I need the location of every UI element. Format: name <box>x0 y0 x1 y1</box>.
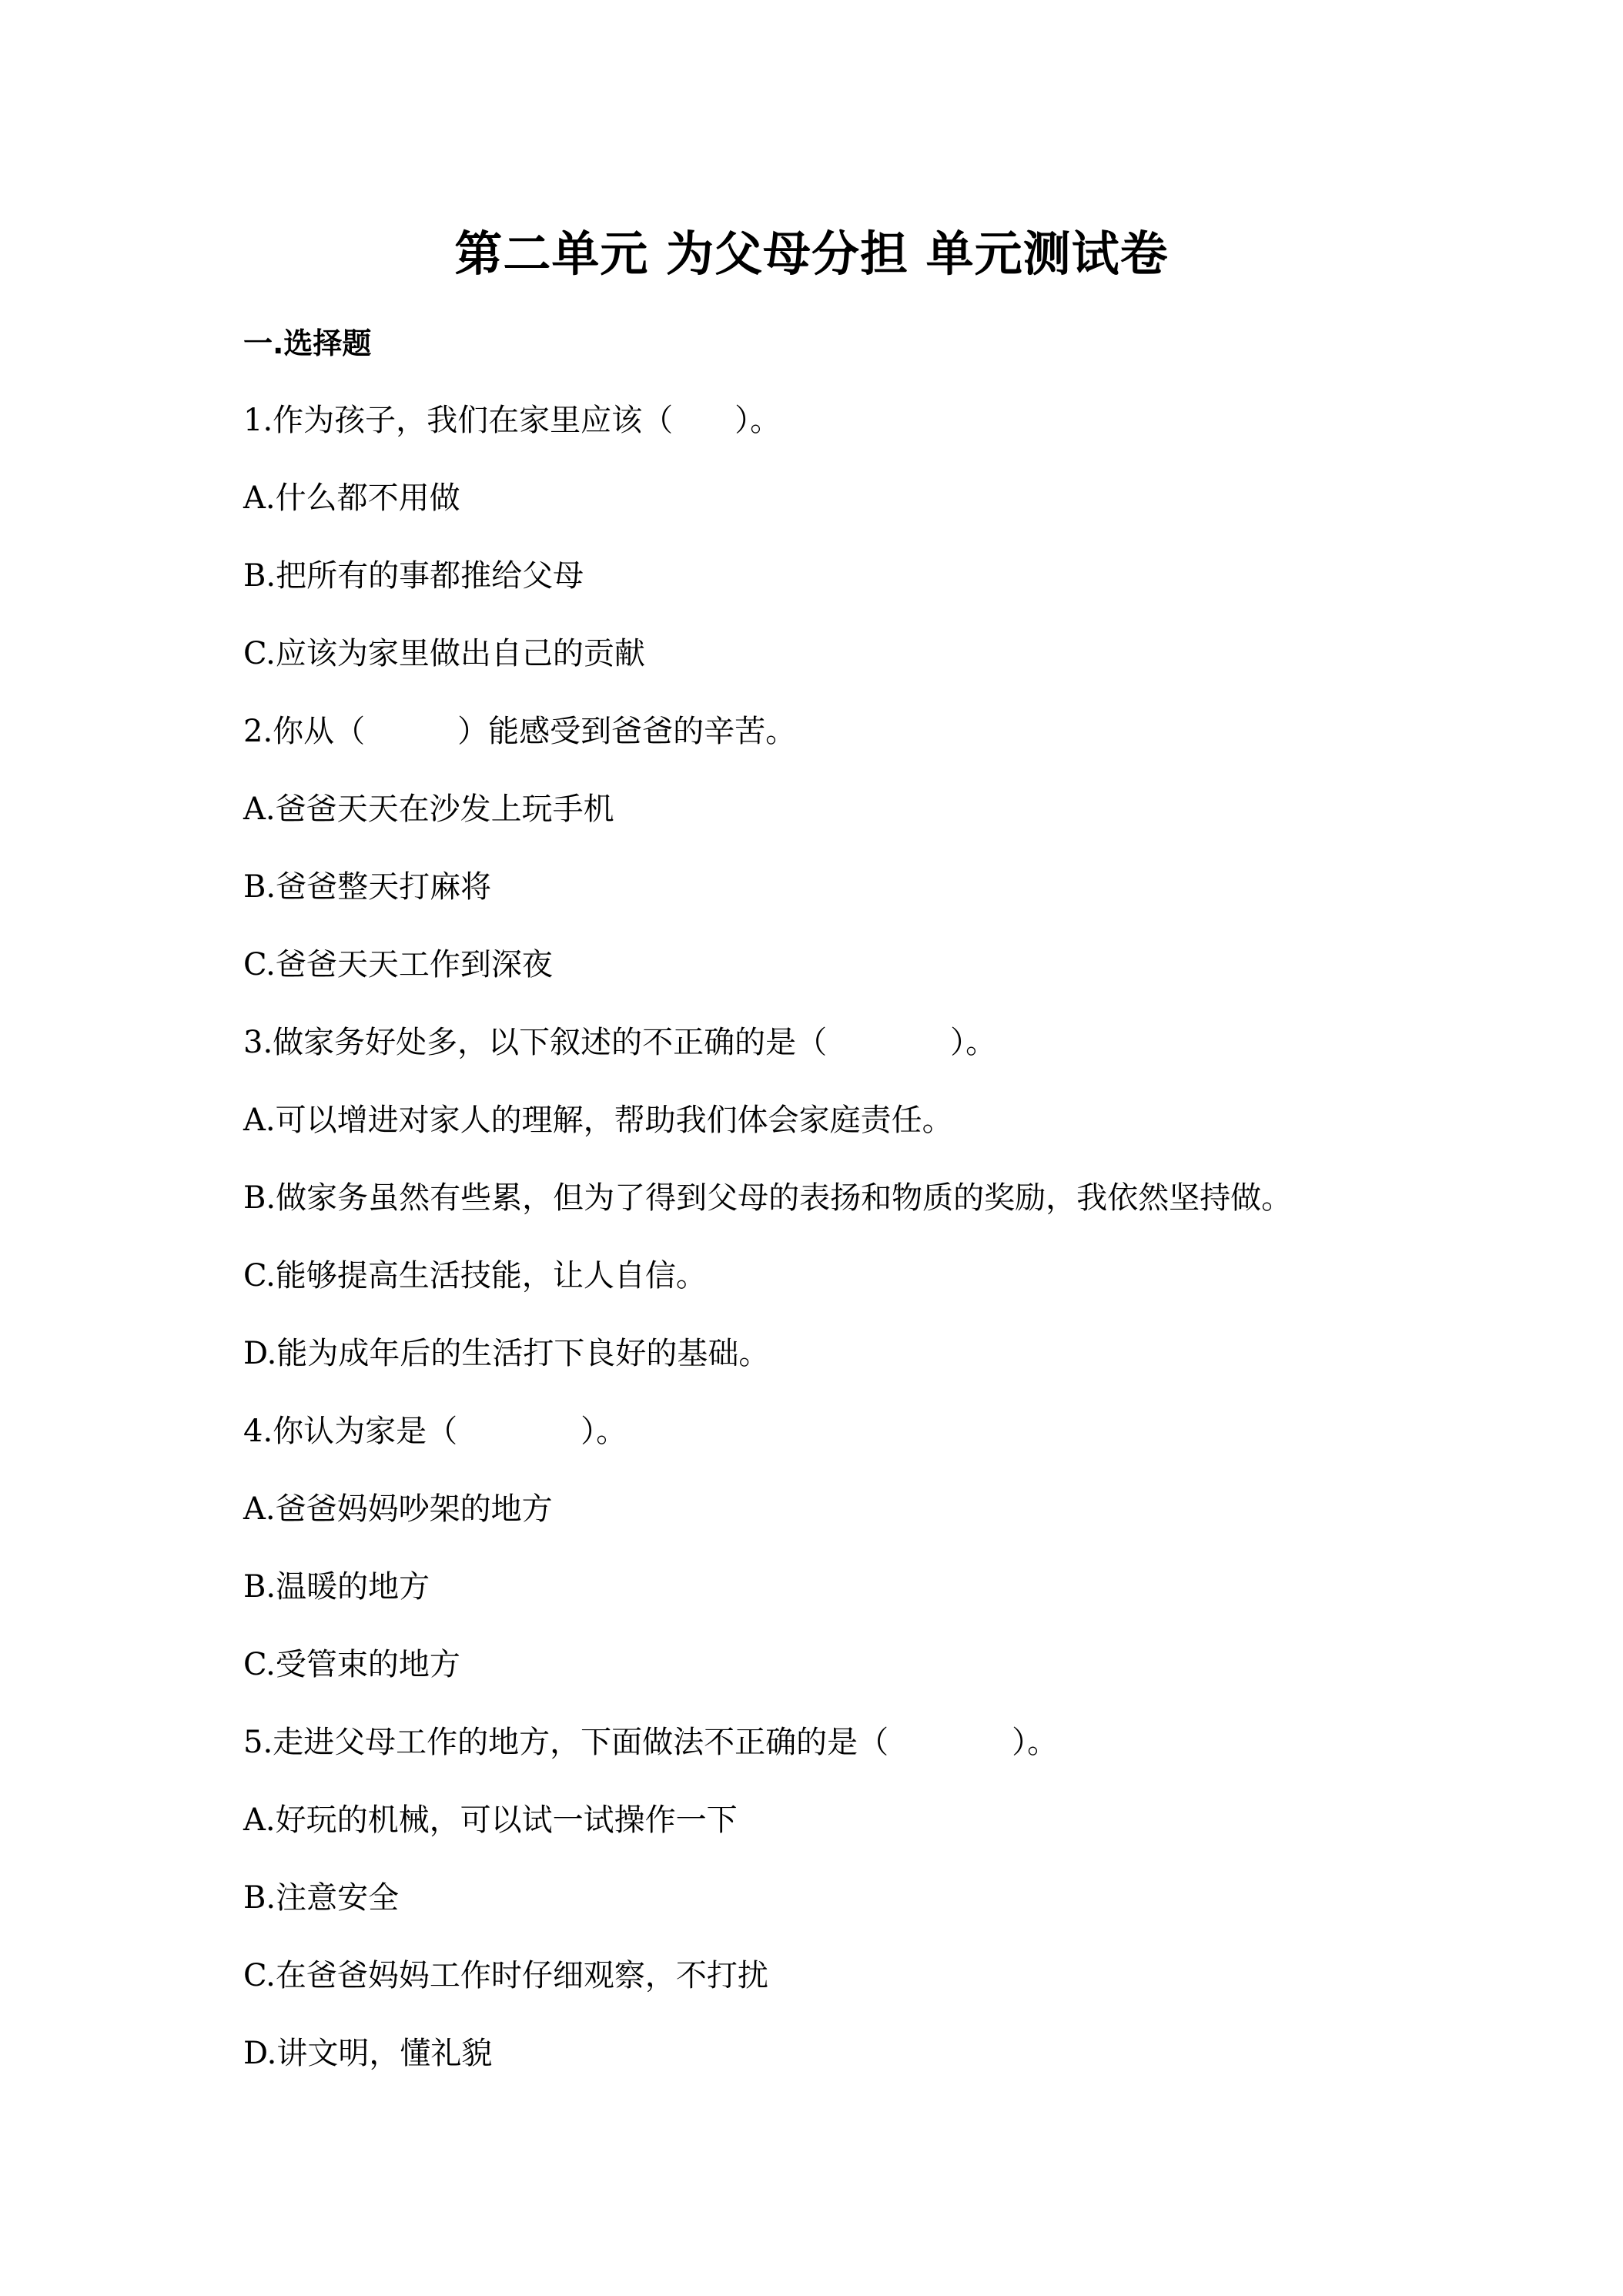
question-3-stem: 3.做家务好处多，以下叙述的不正确的是（ ）。 <box>243 1025 997 1060</box>
question-3-option-b: B.做家务虽然有些累，但为了得到父母的表扬和物质的奖励，我依然坚持做。 <box>243 1180 1293 1216</box>
question-list <box>243 399 1552 2110</box>
question-4-stem: 4.你认为家是（ ）。 <box>243 1414 627 1449</box>
question-3-option-c: C.能够提高生活技能，让人自信。 <box>243 1258 707 1294</box>
question-4-option-c: C.受管束的地方 <box>243 1647 460 1682</box>
question-2-option-a: A.爸爸天天在沙发上玩手机 <box>243 792 614 827</box>
question-2-option-c: C.爸爸天天工作到深夜 <box>243 947 553 982</box>
question-5-option-b: B.注意安全 <box>243 1880 400 1916</box>
question-2-option-b: B.爸爸整天打麻将 <box>243 869 492 905</box>
question-4-option-a: A.爸爸妈妈吵架的地方 <box>243 1491 553 1527</box>
section-heading: 一.选择题 <box>243 326 372 360</box>
question-1-option-a: A.什么都不用做 <box>243 480 460 516</box>
question-5-stem: 5.走进父母工作的地方，下面做法不正确的是（ ）。 <box>243 1725 1059 1760</box>
question-1-option-b: B.把所有的事都推给父母 <box>243 558 584 594</box>
question-2-stem: 2.你从（ ）能感受到爸爸的辛苦。 <box>243 714 797 749</box>
question-5-option-a: A.好玩的机械，可以试一试操作一下 <box>243 1802 738 1838</box>
page-title: 第二单元 为父母分担 单元测试卷 <box>454 226 1169 282</box>
question-5-option-c: C.在爸爸妈妈工作时仔细观察，不打扰 <box>243 1958 768 1993</box>
question-4-option-b: B.温暖的地方 <box>243 1569 430 1605</box>
question-3-option-a: A.可以增进对家人的理解，帮助我们体会家庭责任。 <box>243 1103 953 1138</box>
question-3-option-d: D.能为成年后的生活打下良好的基础。 <box>243 1336 770 1371</box>
question-1-stem: 1.作为孩子，我们在家里应该（ ）。 <box>243 403 781 438</box>
question-1-option-c: C.应该为家里做出自己的贡献 <box>243 636 645 671</box>
question-5-option-d: D.讲文明，懂礼貌 <box>243 2036 493 2071</box>
